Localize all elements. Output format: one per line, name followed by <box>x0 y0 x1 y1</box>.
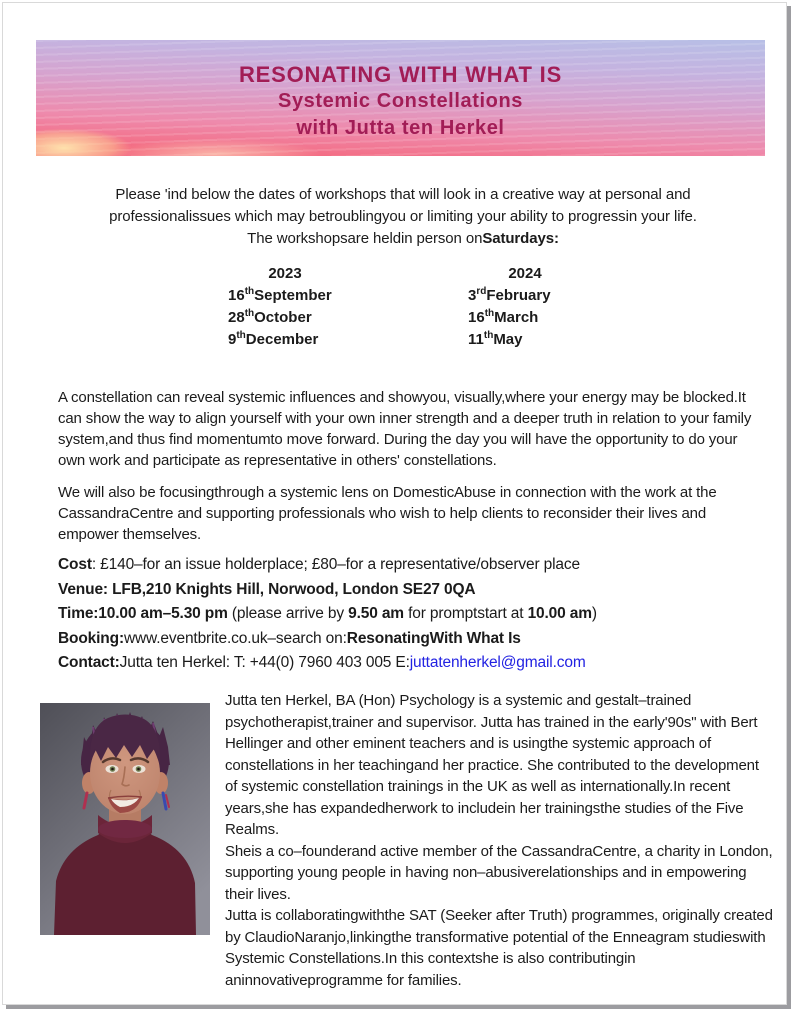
body-paragraph-domestic-abuse: We will also be focusingthrough a systemic lens on DomesticAbuse in connection with the work at the CassandraCentre and supporting professionals who wish to help clients to reconsider their lives and empower themselves. <box>58 484 717 543</box>
schedule-column-2024 <box>465 263 585 351</box>
schedule-date: 3rdFebruary <box>468 286 551 304</box>
page-presenter: with Jutta ten Herkel <box>296 117 505 139</box>
schedule-date: 9thDecember <box>228 330 319 348</box>
header-banner <box>36 40 765 156</box>
collar-fold <box>98 820 152 838</box>
intro-line-3: The workshopsare heldin person onSaturdays: <box>247 230 559 247</box>
intro-line-1: Please 'ind below the dates of workshops that will look in a creative way at personal and <box>115 186 691 203</box>
schedule-date: 16thSeptember <box>228 286 332 304</box>
body-paragraph-constellation: A constellation can reveal systemic influences and showyou, visually,where your energy may be blocked.It can show the way to align yourself with your own inner strength and a deeper truth in relation to your family system,and thus find momentumto move forward. During the day you will have the opportunity to do your own work and participate as representative in others' constellations. <box>58 389 752 469</box>
bio-paragraph-3: Jutta is collaboratingwiththe SAT (Seeker after Truth) programmes, originally created by ClaudioNaranjo,linkingthe transformative potential of the Enneagram studieswith Systemic Constellations.In this contextshe is also contributingin aninnovativeprogramme for families. <box>225 907 773 989</box>
page-subtitle: Systemic Constellations <box>278 90 523 112</box>
portrait-photo <box>40 703 210 935</box>
event-details <box>58 553 770 676</box>
intro-paragraph <box>51 184 755 250</box>
bio-paragraph-2: Sheis a co–founderand active member of the CassandraCentre, a charity in London, supporting young people in having non–abusiverelationships and in empowering their lives. <box>225 842 773 903</box>
email-link[interactable]: juttatenherkel@gmail.com <box>409 654 586 671</box>
time-line: Time:10.00 am–5.30 pm (please arrive by 9.50 am for promptstart at 10.00 am) <box>58 605 597 622</box>
page-title: RESONATING WITH WHAT IS <box>238 62 563 87</box>
schedule-column-2023 <box>225 263 345 351</box>
schedule-year: 2023 <box>268 265 302 282</box>
bio-paragraph-1: Jutta ten Herkel, BA (Hon) Psychology is a systemic and gestalt–trained psychotherapist,trainer and supervisor. Jutta has trained in the early'90s" with Bert Hellinger and other eminent teachers and is usingthe systemic approach of constellations in her teachingand her practice. She contributed to the development of systemic constellation trainings in the UK as well as internationally.In recent years,she has expandedherwork to includein her trainingsthe studies of the Five Realms. <box>225 692 759 838</box>
biography <box>225 690 774 991</box>
schedule-date: 16thMarch <box>468 308 539 326</box>
cost-line: Cost: £140–for an issue holderplace; £80–for a representative/observer place <box>58 556 580 573</box>
contact-line <box>58 651 770 676</box>
venue-line: Venue: LFB,210 Knights Hill, Norwood, London SE27 0QA <box>58 580 476 598</box>
schedule-date: 11thMay <box>468 330 523 348</box>
booking-line: Booking:www.eventbrite.co.uk–search on:ResonatingWith What Is <box>58 629 521 647</box>
intro-line-2: professionalissues which may betroublingyou or limiting your ability to progressin your life. <box>109 208 697 225</box>
contact-prefix: Contact:Jutta ten Herkel: T: +44(0) 7960 403 005 E: <box>58 654 410 671</box>
schedule-date: 28thOctober <box>228 308 312 326</box>
schedule-year: 2024 <box>508 265 542 282</box>
flyer-page <box>2 2 787 1005</box>
portrait-illustration <box>40 703 210 935</box>
